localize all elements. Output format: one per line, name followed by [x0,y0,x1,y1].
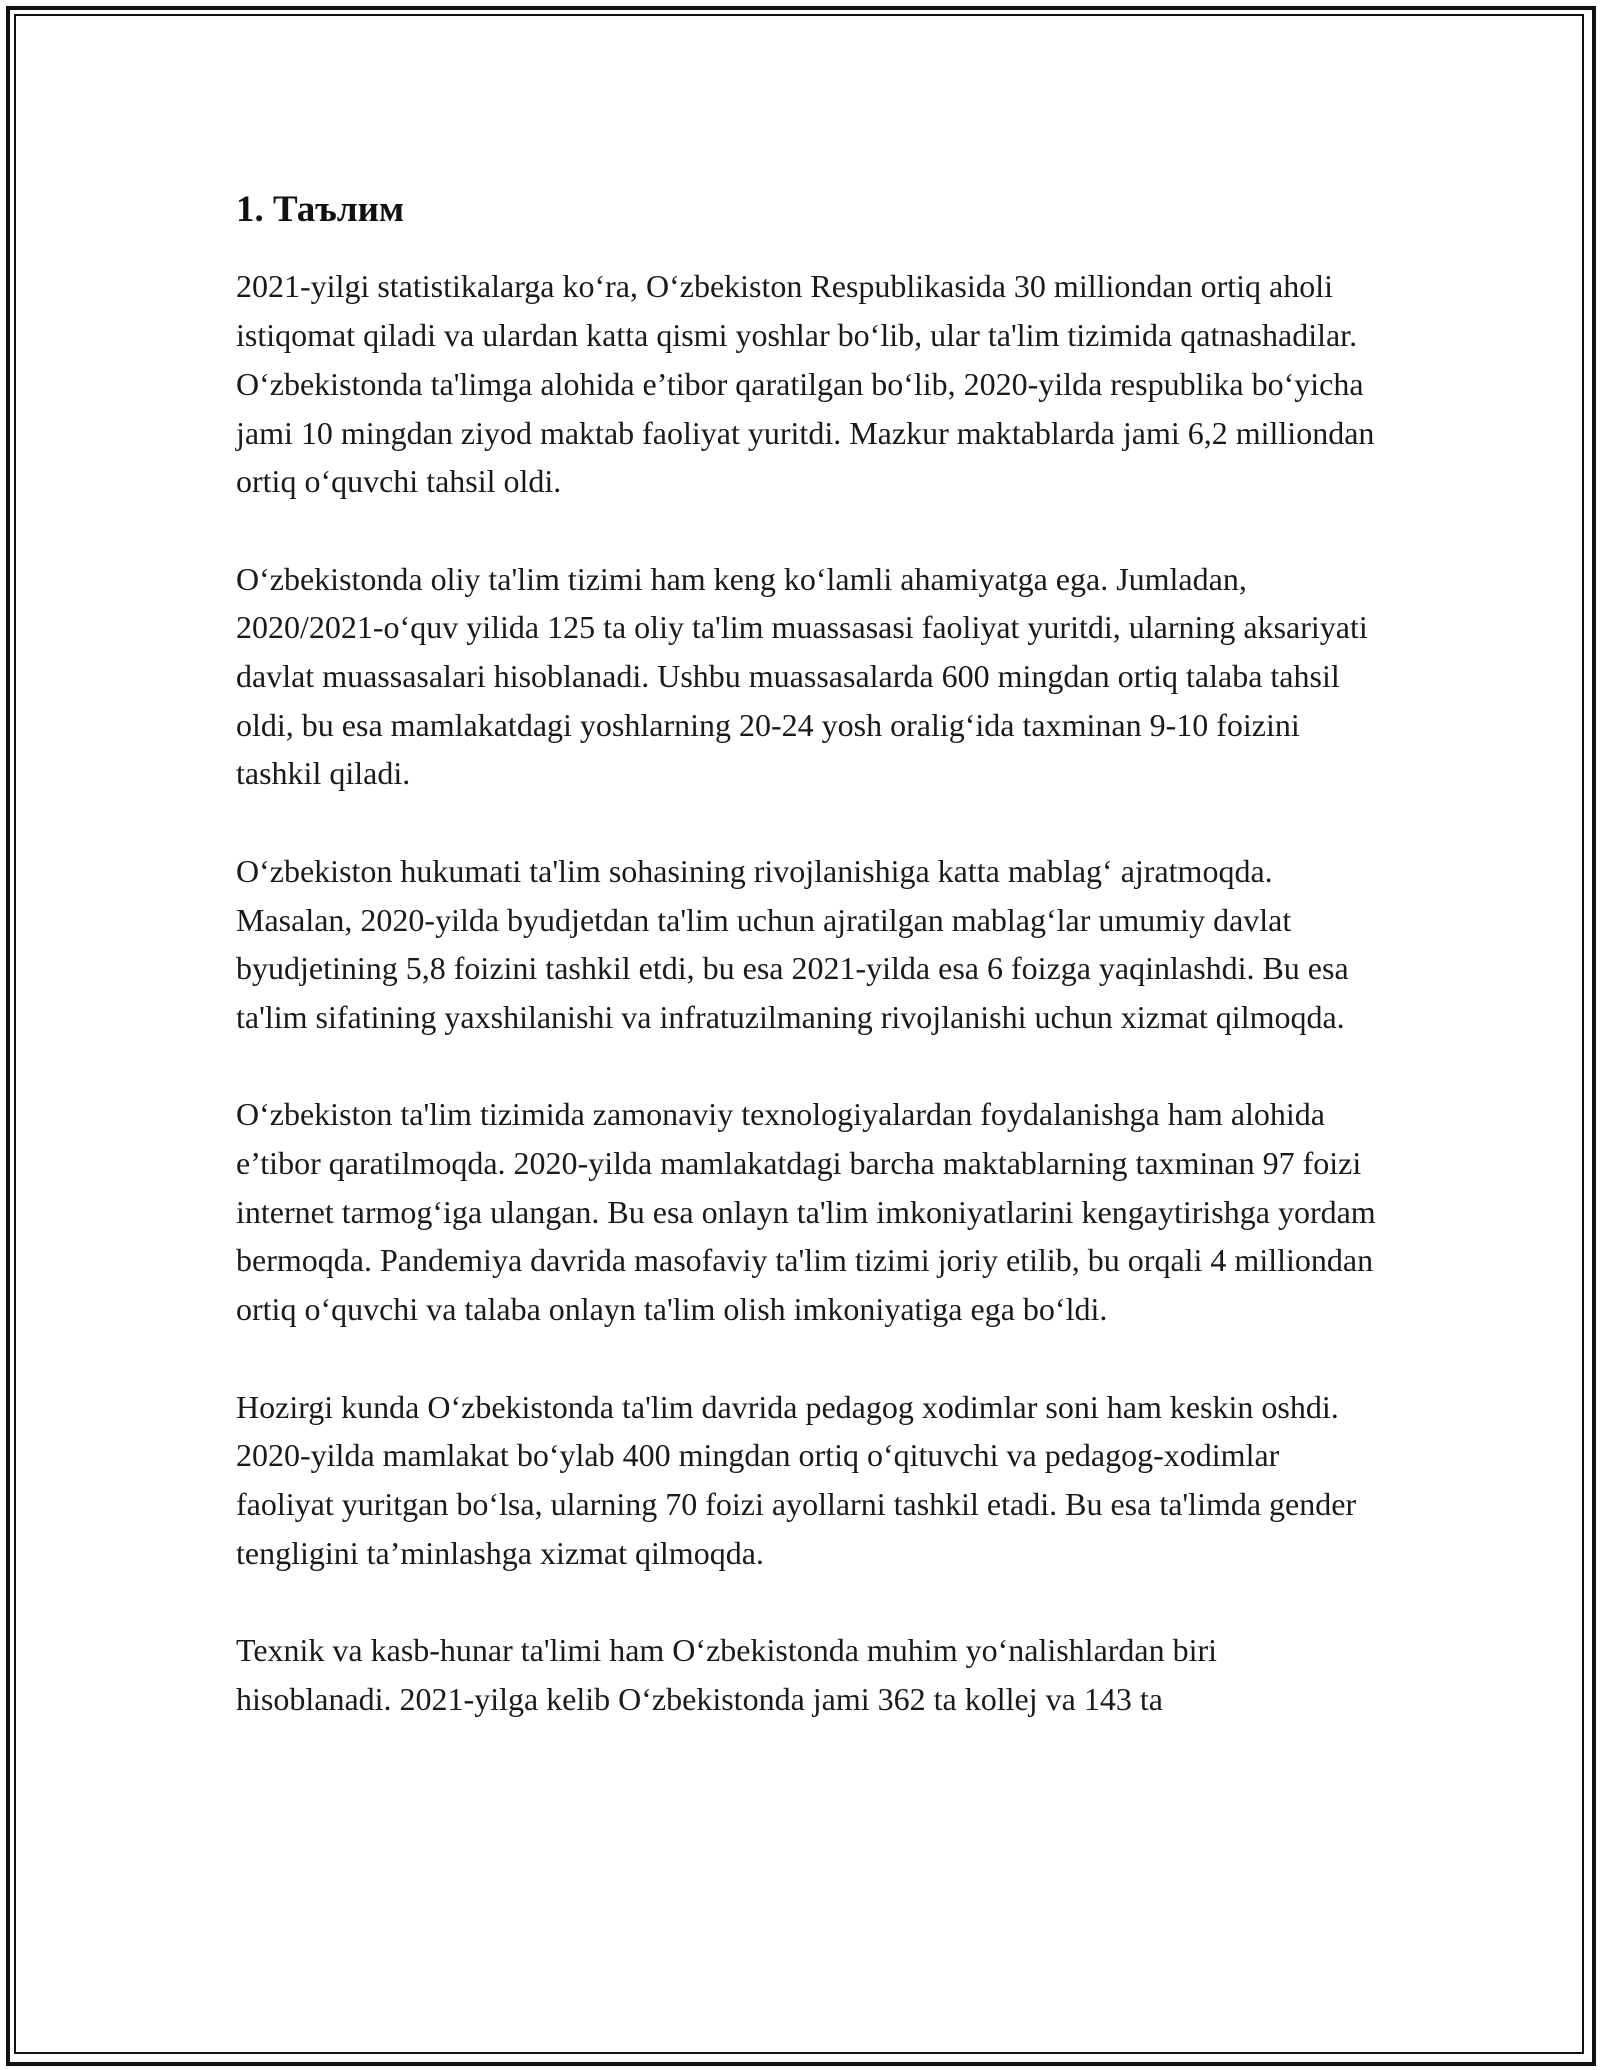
paragraph-1: 2021-yilgi statistikalarga koʻra, Oʻzbekiston Respublikasida 30 milliondan ortiq aholi istiqomat qiladi va ulardan katta qismi yoshlar boʻlib, ular ta'lim tizimida qatnashadilar. Oʻzbekistonda ta'limga alohida e’tibor qaratilgan boʻlib, 2020-yilda respublika boʻyicha jami 10 mingdan ziyod maktab faoliyat yuritdi. Mazkur maktablarda jami 6,2 milliondan ortiq oʻquvchi tahsil oldi. [236,268,1375,500]
paragraph-2: Oʻzbekistonda oliy ta'lim tizimi ham keng koʻlamli ahamiyatga ega. Jumladan, 2020/2021-oʻquv yilida 125 ta oliy ta'lim muassasasi faoliyat yuritdi, ularning aksariyati davlat muassasalari hisoblanadi. Ushbu muassasalarda 600 mingdan ortiq talaba tahsil oldi, bu esa mamlakatdagi yoshlarning 20-24 yosh oraligʻida taxminan 9-10 foizini tashkil qiladi. [236,560,1368,792]
section-heading: 1. Таълим [236,189,405,230]
paragraph-6: Texnik va kasb-hunar ta'limi ham Oʻzbekistonda muhim yoʻnalishlardan biri hisoblanadi. 2021-yilga kelib Oʻzbekistonda jami 362 ta kollej va 143 ta [236,1632,1218,1717]
document-body [236,188,1376,1772]
paragraph-4: Oʻzbekiston ta'lim tizimida zamonaviy texnologiyalardan foydalanishga ham alohida e’tibor qaratilmoqda. 2020-yilda mamlakatdagi barcha maktablarning taxminan 97 foizi internet tarmogʻiga ulangan. Bu esa onlayn ta'lim imkoniyatlarini kengaytirishga yordam bermoqda. Pandemiya davrida masofaviy ta'lim tizimi joriy etilib, bu orqali 4 milliondan ortiq oʻquvchi va talaba onlayn ta'lim olish imkoniyatiga ega boʻldi. [236,1096,1376,1328]
paragraph-3: Oʻzbekiston hukumati ta'lim sohasining rivojlanishiga katta mablagʻ ajratmoqda. Masalan, 2020-yilda byudjetdan ta'lim uchun ajratilgan mablagʻlar umumiy davlat byudjetining 5,8 foizini tashkil etdi, bu esa 2021-yilda esa 6 foizga yaqinlashdi. Bu esa ta'lim sifatining yaxshilanishi va infratuzilmaning rivojlanishi uchun xizmat qilmoqda. [236,852,1349,1035]
paragraph-5: Hozirgi kunda Oʻzbekistonda ta'lim davrida pedagog xodimlar soni ham keskin oshdi. 2020-yilda mamlakat boʻylab 400 mingdan ortiq oʻqituvchi va pedagog-xodimlar faoliyat yuritgan boʻlsa, ularning 70 foizi ayollarni tashkil etadi. Bu esa ta'limda gender tengligini ta’minlashga xizmat qilmoqda. [236,1388,1357,1571]
